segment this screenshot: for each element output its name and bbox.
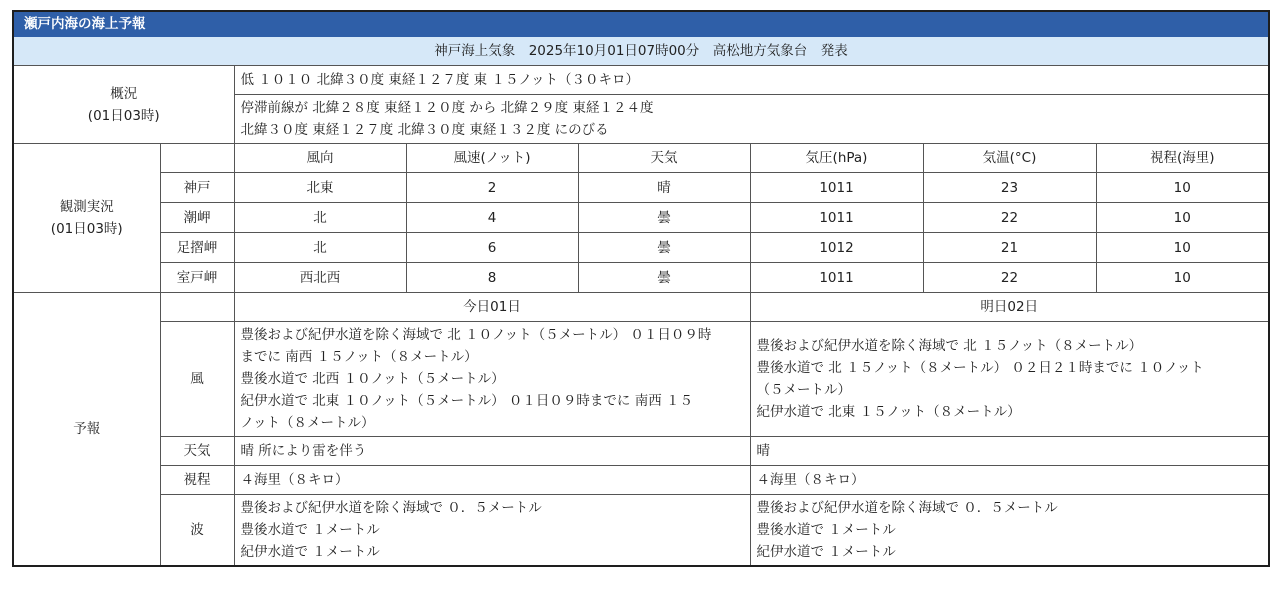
visibility-value: 10: [1096, 233, 1269, 263]
table-row: [13, 263, 1269, 293]
forecast-wind-today: [234, 322, 750, 437]
temperature-value: 22: [923, 263, 1096, 293]
table-row: [13, 233, 1269, 263]
pressure-value: 1011: [750, 263, 923, 293]
header-wind-direction: 風向: [234, 144, 406, 173]
station-name: 神戸: [160, 173, 234, 203]
observation-label: 観測実況: [59, 199, 114, 215]
station-name: 室戸岬: [160, 263, 234, 293]
wind-speed-value: 2: [406, 173, 578, 203]
wind-tomorrow-line: 紀伊水道で 北東 １５ノット（８メートル）: [756, 404, 1021, 420]
weather-value: 曇: [578, 263, 750, 293]
wind-direction-value: 西北西: [234, 263, 406, 293]
overview-label-cell: [13, 66, 234, 144]
wind-today-line: 豊後および紀伊水道を除く海域で 北 １０ノット（５メートル） ０１日０９時: [240, 327, 712, 343]
forecast-wave-tomorrow: [750, 495, 1269, 567]
wave-tomorrow-line: 紀伊水道で １メートル: [756, 544, 896, 560]
wave-tomorrow-line: 豊後および紀伊水道を除く海域で ０．５メートル: [756, 500, 1058, 516]
visibility-value: 10: [1096, 173, 1269, 203]
forecast-weather-label: 天気: [160, 437, 234, 466]
header-pressure: 気圧(hPa): [750, 144, 923, 173]
observation-label-cell: [13, 144, 160, 293]
weather-value: 晴: [578, 173, 750, 203]
wind-today-line: 豊後水道で 北西 １０ノット（５メートル）: [240, 371, 505, 387]
header-wind-speed: 風速(ノット): [406, 144, 578, 173]
wave-today-line: 紀伊水道で １メートル: [240, 544, 380, 560]
wind-tomorrow-line: 豊後水道で 北 １５ノット（８メートル） ０２日２１時までに １０ノット: [756, 360, 1204, 376]
forecast-weather-today: 晴 所により雷を伴う: [234, 437, 750, 466]
forecast-wind-label: 風: [160, 322, 234, 437]
header-weather: 天気: [578, 144, 750, 173]
overview-line-3: 北緯３０度 東経１２７度 北緯３０度 東経１３２度 にのびる: [240, 122, 609, 138]
wind-speed-value: 6: [406, 233, 578, 263]
observation-corner-cell: [160, 144, 234, 173]
forecast-tomorrow-header: 明日02日: [750, 293, 1269, 322]
issued-info: 神戸海上気象 2025年10月01日07時00分 高松地方気象台 発表: [13, 37, 1269, 66]
station-name: 潮岬: [160, 203, 234, 233]
observation-time: (01日03時): [50, 221, 123, 237]
page-title: 瀬戸内海の海上予報: [13, 11, 1269, 37]
temperature-value: 22: [923, 203, 1096, 233]
temperature-value: 23: [923, 173, 1096, 203]
wind-today-line: までに 南西 １５ノット（８メートル）: [240, 349, 478, 365]
header-temperature: 気温(°C): [923, 144, 1096, 173]
forecast-wave-today: [234, 495, 750, 567]
weather-value: 曇: [578, 203, 750, 233]
forecast-visibility-tomorrow: ４海里（８キロ）: [750, 466, 1269, 495]
wind-direction-value: 北: [234, 203, 406, 233]
overview-line-2: 停滞前線が 北緯２８度 東経１２０度 から 北緯２９度 東経１２４度: [240, 100, 654, 116]
wind-speed-value: 4: [406, 203, 578, 233]
forecast-corner-cell: [160, 293, 234, 322]
wind-speed-value: 8: [406, 263, 578, 293]
wave-today-line: 豊後および紀伊水道を除く海域で ０．５メートル: [240, 500, 542, 516]
wind-today-line: ノット（８メートル）: [240, 415, 375, 431]
pressure-value: 1012: [750, 233, 923, 263]
forecast-today-header: 今日01日: [234, 293, 750, 322]
wind-today-line: 紀伊水道で 北東 １０ノット（５メートル） ０１日０９時までに 南西 １５: [240, 393, 694, 409]
table-row: [13, 173, 1269, 203]
forecast-label: 予報: [13, 293, 160, 567]
overview-line-1: 低 １０１０ 北緯３０度 東経１２７度 東 １５ノット（３０キロ）: [234, 66, 1269, 95]
wind-tomorrow-line: （５メートル）: [756, 382, 851, 398]
forecast-wave-label: 波: [160, 495, 234, 567]
forecast-wind-tomorrow: [750, 322, 1269, 437]
wind-tomorrow-line: 豊後および紀伊水道を除く海域で 北 １５ノット（８メートル）: [756, 338, 1143, 354]
header-visibility: 視程(海里): [1096, 144, 1269, 173]
forecast-visibility-label: 視程: [160, 466, 234, 495]
wave-tomorrow-line: 豊後水道で １メートル: [756, 522, 896, 538]
table-row: [13, 203, 1269, 233]
overview-front-cell: [234, 95, 1269, 144]
visibility-value: 10: [1096, 263, 1269, 293]
overview-label: 概況: [110, 85, 138, 102]
wind-direction-value: 北東: [234, 173, 406, 203]
wave-today-line: 豊後水道で １メートル: [240, 522, 380, 538]
overview-time: (01日03時): [87, 107, 160, 124]
temperature-value: 21: [923, 233, 1096, 263]
marine-forecast-table: [12, 10, 1270, 567]
pressure-value: 1011: [750, 173, 923, 203]
visibility-value: 10: [1096, 203, 1269, 233]
forecast-panel: [12, 10, 1268, 567]
station-name: 足摺岬: [160, 233, 234, 263]
wind-direction-value: 北: [234, 233, 406, 263]
weather-value: 曇: [578, 233, 750, 263]
pressure-value: 1011: [750, 203, 923, 233]
forecast-visibility-today: ４海里（８キロ）: [234, 466, 750, 495]
forecast-weather-tomorrow: 晴: [750, 437, 1269, 466]
